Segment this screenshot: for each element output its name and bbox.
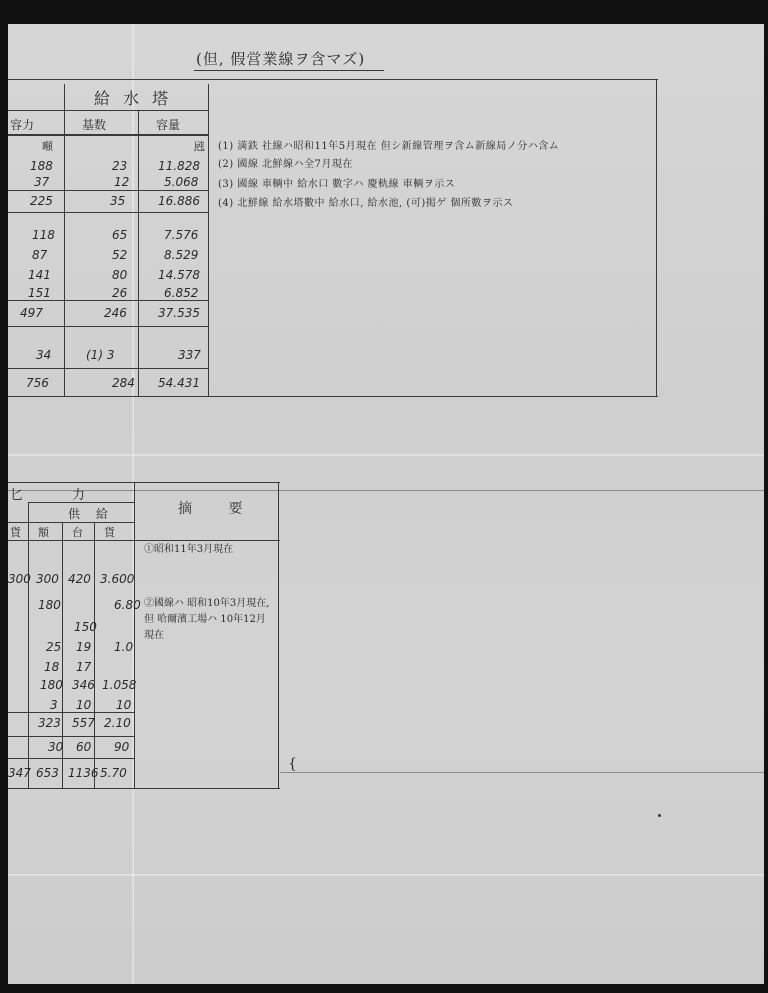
col-header-volume: 容量 [156,118,181,132]
water-tower-group-header: 給 水 塔 [94,89,173,108]
table-cell: 80 [112,268,128,282]
ink-dot [658,814,661,817]
col-header-capacity: 容力 [10,118,35,132]
col-header-count: 基数 [82,118,107,132]
table-cell: 10 [116,698,132,712]
table-cell: 151 [28,286,51,300]
footnote: (1) 満鉄 社線ハ昭和11年5月現在 但シ新線管理ヲ含ム新線局ノ分ハ含ム [218,141,560,152]
table-cell: 1.0 [114,640,134,654]
table-cell: 284 [112,376,135,390]
table-cell: 756 [26,376,49,390]
table-cell: 420 [68,572,91,586]
table-cell: 54.431 [158,376,200,390]
table-cell: 14.578 [158,268,200,282]
bottom-table-top-rule [8,482,280,483]
table-cell: 26 [112,286,128,300]
row-subtotal-rule [8,736,134,737]
unit-label: 噸 [42,140,53,153]
bottom-table-header-rule3 [8,540,280,541]
table-cell: 246 [104,306,127,320]
table-cell: 188 [30,159,53,173]
col-header: 台 [72,526,83,539]
row-subtotal-rule [8,190,208,191]
table-cell: (1) 3 [86,348,115,362]
row-subtotal-rule [8,758,134,759]
page-rule [280,772,764,773]
table-cell: 8.529 [164,248,199,262]
page-title: (但, 假営業線ヲ含マズ) [196,50,366,68]
table-cell: 7.576 [164,228,199,242]
bottom-header-left: 匕 [10,488,24,503]
bottom-table-header-rule2 [8,522,134,523]
table-cell: 12 [114,175,130,189]
table-cell: 337 [178,348,201,362]
top-table-col-divider [138,110,139,396]
table-cell: 90 [114,740,130,754]
row-subtotal-rule [8,300,208,301]
table-cell: 6.80 [114,598,141,612]
top-table-header-rule2 [8,134,208,136]
row-subtotal-rule [8,326,208,327]
fold-line [8,874,764,876]
col-header: 貨 [104,526,115,539]
table-cell: 346 [72,678,95,692]
table-cell: 10 [76,698,92,712]
table-cell: 5.70 [100,766,127,780]
document-sheet [8,24,764,984]
table-cell: 2.10 [104,716,131,730]
stray-mark: { [288,756,297,772]
table-cell: 300 [36,572,59,586]
footnote: (4) 北鮮線 給水塔數中 給水口, 給水池, (可)掲ゲ 個所數ヲ示ス [218,198,514,209]
table-cell: 497 [20,306,43,320]
top-table-right-border [656,79,657,397]
table-cell: 37 [34,175,50,189]
table-cell: 30 [48,740,64,754]
table-cell: 87 [32,248,48,262]
table-cell: 19 [76,640,92,654]
table-cell: 11.828 [158,159,200,173]
row-subtotal-rule [8,712,134,713]
table-cell: 180 [40,678,63,692]
bottom-table-col-divider [134,482,135,788]
table-cell: 18 [44,660,60,674]
table-cell: 1136 [68,766,99,780]
table-cell: 17 [76,660,92,674]
table-cell: 557 [72,716,95,730]
footnote: (2) 國線 北鮮線ハ全7月現在 [218,159,353,170]
table-cell: 118 [32,228,55,242]
row-subtotal-rule [8,368,208,369]
table-cell: 141 [28,268,51,282]
bottom-table-col-divider [94,522,95,788]
table-cell: 5.068 [164,175,199,189]
bottom-table-bottom-rule [8,788,280,789]
table-cell: 323 [38,716,61,730]
unit-label: 瓲 [194,140,205,153]
table-cell: 653 [36,766,59,780]
remark-note: ②國線ハ 昭和10年3月現在, 但 哈爾濱工場ハ 10年12月現在 [144,598,270,641]
table-cell: 25 [46,640,62,654]
bottom-header-sub: 供 給 [68,507,114,521]
top-table-header-rule [8,110,208,111]
table-cell: 1.058 [102,678,137,692]
table-cell: 6.852 [164,286,199,300]
table-cell: 52 [112,248,128,262]
table-cell: 3 [50,698,58,712]
table-cell: 35 [110,194,126,208]
fold-line [8,454,764,456]
table-cell: 16.886 [158,194,200,208]
table-cell: 60 [76,740,92,754]
table-cell: 37.535 [158,306,200,320]
table-cell: 225 [30,194,53,208]
table-cell: 347 [8,766,31,780]
table-cell: 3.600 [100,572,135,586]
table-cell: 23 [112,159,128,173]
page-rule [8,490,764,491]
table-cell: 34 [36,348,52,362]
table-cell: 300 [8,572,31,586]
footnote: (3) 國線 車輌中 給水口 數字ハ 慶軌線 車輌ヲ示ス [218,179,456,190]
bottom-header-mid: 力 [72,488,86,503]
top-table-top-rule [8,79,658,80]
top-table-bottom-rule [8,396,658,397]
title-underline [194,70,384,71]
bottom-table-col-divider [28,502,29,788]
col-header: 貨 [10,526,21,539]
bottom-table-right-border [278,482,279,788]
table-cell: 65 [112,228,128,242]
top-table-col-divider [208,84,209,396]
remarks-header: 摘 要 [178,501,259,517]
col-header: 額 [38,526,49,539]
remark-note: ①昭和11年3月現在 [144,544,234,555]
top-table-col-divider [64,84,65,396]
table-cell: 150 [74,620,97,634]
table-cell: 180 [38,598,61,612]
row-subtotal-rule [8,212,208,213]
